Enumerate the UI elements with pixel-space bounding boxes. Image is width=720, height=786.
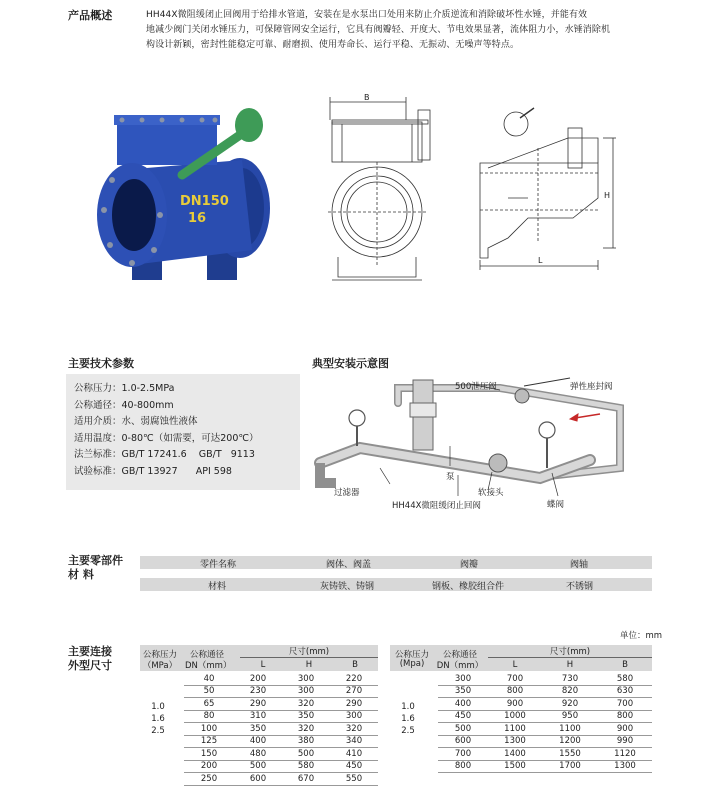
table-cell: 270 [330, 685, 378, 698]
table-cell: 1300 [488, 735, 542, 748]
materials-header-part: 零件名称 [200, 560, 237, 570]
overview-line-1: HH44X微阻缓闭止回阀用于给排水管道，安装在是水泵出口处用来防止介质逆流和消除破坏性水锤，并能有效 [146, 10, 588, 20]
param-row: 适用温度：0-80℃（如需要，可达200℃） [74, 432, 259, 444]
table-cell: 300 [282, 673, 330, 685]
dims-title-2: 外型尺寸 [68, 659, 112, 672]
table-cell: 900 [598, 723, 652, 736]
dims-right-pressure-1: 1.0 [401, 702, 415, 712]
side-dim-h-label: H [604, 191, 611, 200]
table-row [184, 673, 378, 685]
label-filter: 过滤器 [334, 488, 360, 498]
table-row [438, 685, 652, 698]
table-cell: 800 [598, 710, 652, 723]
table-cell: 250 [184, 773, 234, 786]
param-row: 公称通径：40-800mm [74, 399, 174, 411]
dims-unit: 单位：mm [620, 631, 663, 641]
dims-left-h-size: 尺寸(mm) [288, 647, 330, 657]
table-cell: 40 [184, 673, 234, 685]
dims-right-table [438, 673, 652, 773]
table-cell: 340 [330, 735, 378, 748]
materials-header-body: 阀体、阀盖 [326, 560, 372, 570]
overview-title: 产品概述 [68, 9, 113, 22]
table-cell: 320 [330, 723, 378, 736]
table-cell: 500 [234, 760, 282, 773]
table-cell: 1100 [542, 723, 598, 736]
dims-left-h-pressure-2: （MPa） [142, 661, 178, 671]
table-row [184, 735, 378, 748]
table-cell: 700 [598, 698, 652, 711]
table-cell: 220 [330, 673, 378, 685]
dims-right-h-l: L [512, 660, 518, 670]
table-row [438, 723, 652, 736]
table-row [184, 773, 378, 786]
table-cell: 300 [438, 673, 488, 685]
front-view-drawing [318, 92, 443, 292]
label-butterfly-valve: 蝶阀 [547, 500, 565, 510]
table-cell: 950 [542, 710, 598, 723]
dims-left-h-b: B [352, 660, 358, 670]
table-cell: 700 [488, 673, 542, 685]
table-row [438, 748, 652, 761]
table-cell: 450 [330, 760, 378, 773]
dims-left-pressure-2: 1.6 [151, 714, 165, 724]
label-relief-valve: 500泄压阀 [455, 382, 497, 392]
table-cell: 630 [598, 685, 652, 698]
table-cell: 1700 [542, 760, 598, 773]
table-cell: 990 [598, 735, 652, 748]
table-cell: 480 [234, 748, 282, 761]
table-cell: 580 [598, 673, 652, 685]
table-cell: 80 [184, 710, 234, 723]
table-cell: 670 [282, 773, 330, 786]
dims-right-h-size: 尺寸(mm) [549, 647, 591, 657]
table-cell: 310 [234, 710, 282, 723]
params-box [66, 374, 300, 490]
table-cell: 1000 [488, 710, 542, 723]
install-title: 典型安装示意图 [312, 357, 389, 370]
dims-right-h-pressure-1: 公称压力 [394, 650, 429, 660]
side-view-drawing [468, 98, 618, 278]
dims-right-pressure-3: 2.5 [401, 726, 415, 736]
dims-left-h-l: L [260, 660, 266, 670]
table-cell: 290 [330, 698, 378, 711]
table-cell: 230 [234, 685, 282, 698]
valve-product-photo [92, 100, 292, 300]
dims-right-h-dn-2: DN（mm） [436, 661, 484, 671]
param-row: 适用介质：水、弱腐蚀性液体 [74, 416, 198, 427]
table-cell: 200 [234, 673, 282, 685]
overview-line-3: 构设计新颖，密封性能稳定可靠、耐磨损、使用寿命长、运行平稳、无振动、无噪声等特点。 [146, 40, 520, 50]
table-row [438, 760, 652, 773]
table-cell: 450 [438, 710, 488, 723]
table-cell: 1120 [598, 748, 652, 761]
table-cell: 100 [184, 723, 234, 736]
table-cell: 290 [234, 698, 282, 711]
dims-left-table [184, 673, 378, 786]
table-cell: 820 [542, 685, 598, 698]
table-cell: 1300 [598, 760, 652, 773]
table-cell: 350 [282, 710, 330, 723]
table-cell: 900 [488, 698, 542, 711]
label-elastic-valve: 弹性座封阀 [570, 382, 613, 392]
table-cell: 300 [282, 685, 330, 698]
table-cell: 600 [438, 735, 488, 748]
label-check-valve: HH44X微阻缓闭止回阀 [392, 501, 481, 511]
table-cell: 580 [282, 760, 330, 773]
photo-cast-text-1: DN150 [180, 194, 229, 209]
table-cell: 350 [234, 723, 282, 736]
table-cell: 730 [542, 673, 598, 685]
dims-left-pressure-3: 2.5 [151, 726, 165, 736]
table-cell: 1100 [488, 723, 542, 736]
dims-right-h-b: B [622, 660, 628, 670]
dims-right-h-dn-1: 公称通径 [442, 650, 477, 660]
dims-right-pressure-2: 1.6 [401, 714, 415, 724]
table-cell: 500 [282, 748, 330, 761]
table-cell: 800 [488, 685, 542, 698]
table-row [184, 760, 378, 773]
table-cell: 65 [184, 698, 234, 711]
param-row: 试验标准：GB/T 13927 API 598 [74, 465, 232, 477]
table-row [184, 748, 378, 761]
dims-right-h-pressure-2: (Mpa) [399, 659, 425, 669]
dims-left-size-rule [240, 657, 378, 658]
table-cell: 800 [438, 760, 488, 773]
materials-title-1: 主要零部件 [68, 554, 123, 567]
materials-value-shaft: 不锈钢 [566, 582, 594, 592]
table-cell: 320 [282, 698, 330, 711]
table-cell: 300 [330, 710, 378, 723]
table-cell: 1500 [488, 760, 542, 773]
dims-left-h-h: H [305, 660, 313, 670]
table-cell: 920 [542, 698, 598, 711]
materials-header-disc: 阀瓣 [460, 560, 479, 570]
param-row: 公称压力：1.0-2.5MPa [74, 383, 175, 394]
materials-value-label: 材料 [208, 582, 227, 592]
dims-right-size-rule [488, 657, 652, 658]
table-row [184, 710, 378, 723]
materials-title-2: 材 料 [68, 568, 94, 581]
table-row [438, 698, 652, 711]
dims-title-1: 主要连接 [68, 645, 112, 658]
param-row: 法兰标准：GB/T 17241.6 GB/T 9113 [74, 449, 255, 460]
dims-left-h-dn-1: 公称通径 [189, 650, 224, 660]
table-cell: 150 [184, 748, 234, 761]
side-dim-l-label: L [538, 256, 543, 265]
table-row [184, 698, 378, 711]
table-cell: 1550 [542, 748, 598, 761]
overview-line-2: 地减少阀门关闭水锤压力，可保障管网安全运行，它具有阀瓣轻、开度大、节电效果显著，流体阻力小，水锤消除机 [146, 25, 611, 35]
table-cell: 50 [184, 685, 234, 698]
table-cell: 350 [438, 685, 488, 698]
label-pump: 泵 [446, 472, 455, 482]
dims-left-pressure-1: 1.0 [151, 702, 165, 712]
dims-left-h-pressure-1: 公称压力 [142, 650, 177, 660]
table-cell: 400 [438, 698, 488, 711]
table-row [438, 710, 652, 723]
table-cell: 600 [234, 773, 282, 786]
table-cell: 700 [438, 748, 488, 761]
dims-left-h-dn-2: DN（mm） [185, 661, 232, 671]
table-cell: 400 [234, 735, 282, 748]
overview-section [68, 8, 706, 53]
materials-header-shaft: 阀轴 [570, 560, 589, 570]
table-row [438, 735, 652, 748]
materials-value-disc: 钢板、橡胶组合件 [432, 582, 505, 592]
table-row [184, 685, 378, 698]
table-cell: 1400 [488, 748, 542, 761]
table-row [438, 673, 652, 685]
dims-right-h-h: H [566, 660, 574, 670]
table-row [184, 723, 378, 736]
params-title: 主要技术参数 [68, 357, 134, 370]
table-cell: 550 [330, 773, 378, 786]
photo-cast-text-2: 16 [188, 211, 207, 226]
materials-value-body: 灰铸铁、铸钢 [320, 582, 375, 592]
table-cell: 500 [438, 723, 488, 736]
table-cell: 200 [184, 760, 234, 773]
front-dim-b-label: B [364, 93, 370, 102]
label-soft-joint: 软接头 [478, 488, 504, 498]
table-cell: 380 [282, 735, 330, 748]
table-cell: 1200 [542, 735, 598, 748]
table-cell: 320 [282, 723, 330, 736]
table-cell: 125 [184, 735, 234, 748]
table-cell: 410 [330, 748, 378, 761]
